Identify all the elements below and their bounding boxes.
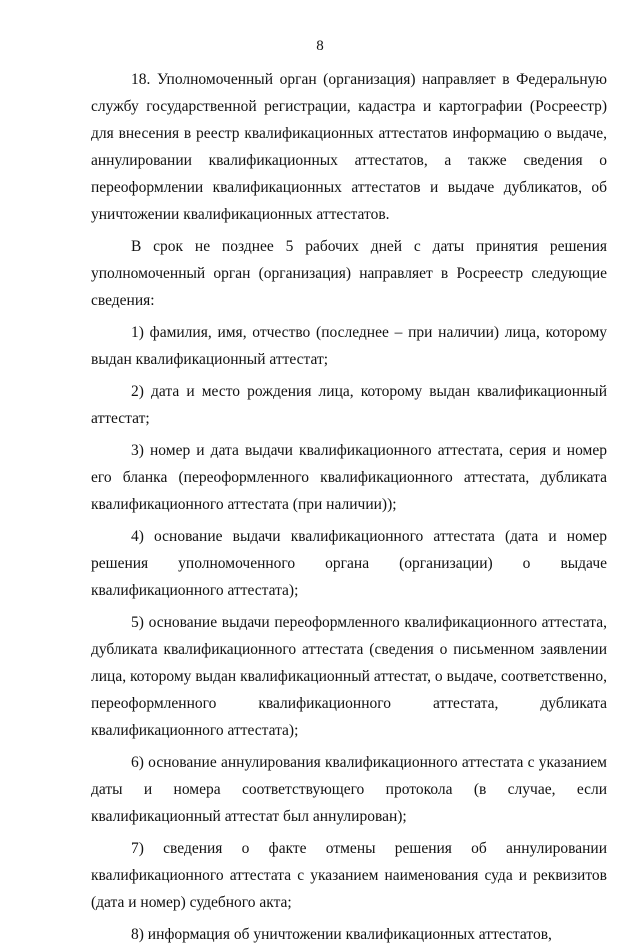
list-item-6: 6) основание аннулирования квалификационного аттестата с указанием даты и номера соответствующего протокола (в случае, если квалификационный аттестат был аннулирован); [91,754,607,825]
page-number: 8 [316,38,324,54]
list-item-1: 1) фамилия, имя, отчество (последнее – при наличии) лица, которому выдан квалификационный аттестат; [91,324,607,368]
document-body [91,66,607,948]
list-item-7: 7) сведения о факте отмены решения об аннулировании квалификационного аттестата с указанием наименования суда и реквизитов (дата и номер) судебного акта; [91,840,607,911]
paragraph-18: 18. Уполномоченный орган (организация) направляет в Федеральную службу государственной регистрации, кадастра и картографии (Росреестр) для внесения в реестр квалификационных аттестатов информацию о выдаче, аннулировании квалификационных аттестатов, а также сведения о переоформлении квалификационных аттестатов и выдаче дубликатов, об уничтожении квалификационных аттестатов. [91,71,607,223]
list-item-8: 8) информация об уничтожении квалификационных аттестатов, [131,926,552,943]
list-item-2: 2) дата и место рождения лица, которому выдан квалификационный аттестат; [91,383,607,427]
list-item-5: 5) основание выдачи переоформленного квалификационного аттестата, дубликата квалификационного аттестата (сведения о письменном заявлении лица, которому выдан квалификационный аттестат, о выдаче, соответственно, переоформленного квалификационного аттестата, дубликата квалификационного аттестата); [91,614,607,739]
paragraph-deadline: В срок не позднее 5 рабочих дней с даты принятия решения уполномоченный орган (организация) направляет в Росреестр следующие сведения: [91,238,607,309]
list-item-3: 3) номер и дата выдачи квалификационного аттестата, серия и номер его бланка (переоформленного квалификационного аттестата, дубликата квалификационного аттестата (при наличии)); [91,442,607,513]
list-item-4: 4) основание выдачи квалификационного аттестата (дата и номер решения уполномоченного органа (организации) о выдаче квалификационного аттестата); [91,528,607,599]
